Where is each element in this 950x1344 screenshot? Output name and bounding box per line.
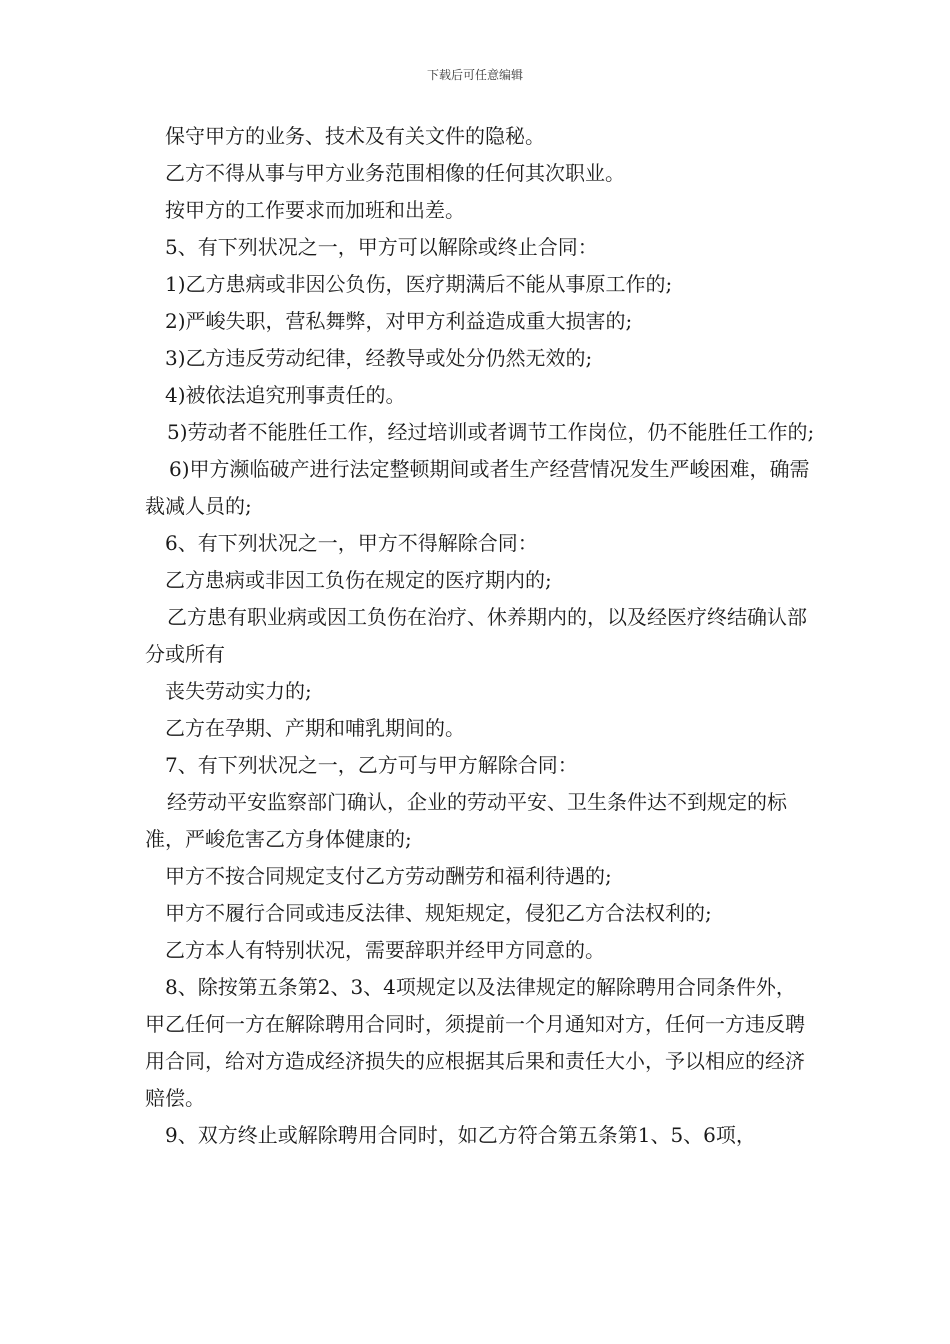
paragraph: 6、有下列状况之一，甲方不得解除合同： <box>165 531 538 555</box>
paragraph: 丧失劳动实力的; <box>165 679 312 703</box>
paragraph: 乙方患病或非因工负伤在规定的医疗期内的; <box>165 568 552 592</box>
paragraph: 乙方不得从事与甲方业务范围相像的任何其次职业。 <box>165 161 625 185</box>
paragraph: 经劳动平安监察部门确认，企业的劳动平安、卫生条件达不到规定的标准，严峻危害乙方身体健康的; <box>145 790 787 851</box>
paragraph: 5)劳动者不能胜任工作，经过培训或者调节工作岗位，仍不能胜任工作的; <box>167 420 815 444</box>
paragraph: 4)被依法追究刑事责任的。 <box>165 383 406 407</box>
paragraph: 9、双方终止或解除聘用合同时，如乙方符合第五条第1、5、6项， <box>165 1123 756 1147</box>
paragraph: 乙方患有职业病或因工负伤在治疗、休养期内的，以及经医疗终结确认部分或所有 <box>145 605 807 666</box>
page-header: 下载后可任意编辑 <box>426 68 523 82</box>
paragraph: 3)乙方违反劳动纪律，经教导或处分仍然无效的; <box>165 346 593 370</box>
paragraph: 按甲方的工作要求而加班和出差。 <box>165 198 465 222</box>
paragraph: 乙方在孕期、产期和哺乳期间的。 <box>165 716 465 740</box>
paragraph: 1)乙方患病或非因公负伤，医疗期满后不能从事原工作的; <box>165 272 673 296</box>
paragraph: 甲方不按合同规定支付乙方劳动酬劳和福利待遇的; <box>165 864 612 888</box>
paragraph: 2)严峻失职，营私舞弊，对甲方利益造成重大损害的; <box>165 309 633 333</box>
paragraph: 甲方不履行合同或违反法律、规矩规定，侵犯乙方合法权利的; <box>165 901 712 925</box>
paragraph: 乙方本人有特别状况，需要辞职并经甲方同意的。 <box>165 938 605 962</box>
paragraph: 6)甲方濒临破产进行法定整顿期间或者生产经营情况发生严峻困难，确需裁减人员的; <box>145 457 810 518</box>
paragraph: 7、有下列状况之一，乙方可与甲方解除合同： <box>165 753 578 777</box>
document-body <box>145 118 815 1154</box>
paragraph: 5、有下列状况之一，甲方可以解除或终止合同： <box>165 235 598 259</box>
paragraph: 保守甲方的业务、技术及有关文件的隐秘。 <box>165 124 545 148</box>
paragraph: 8、除按第五条第2、3、4项规定以及法律规定的解除聘用合同条件外，甲乙任何一方在解除聘用合同时，须提前一个月通知对方，任何一方违反聘用合同，给对方造成经济损失的应根据其后果和责任大小，予以相应的经济赔偿。 <box>145 975 805 1110</box>
